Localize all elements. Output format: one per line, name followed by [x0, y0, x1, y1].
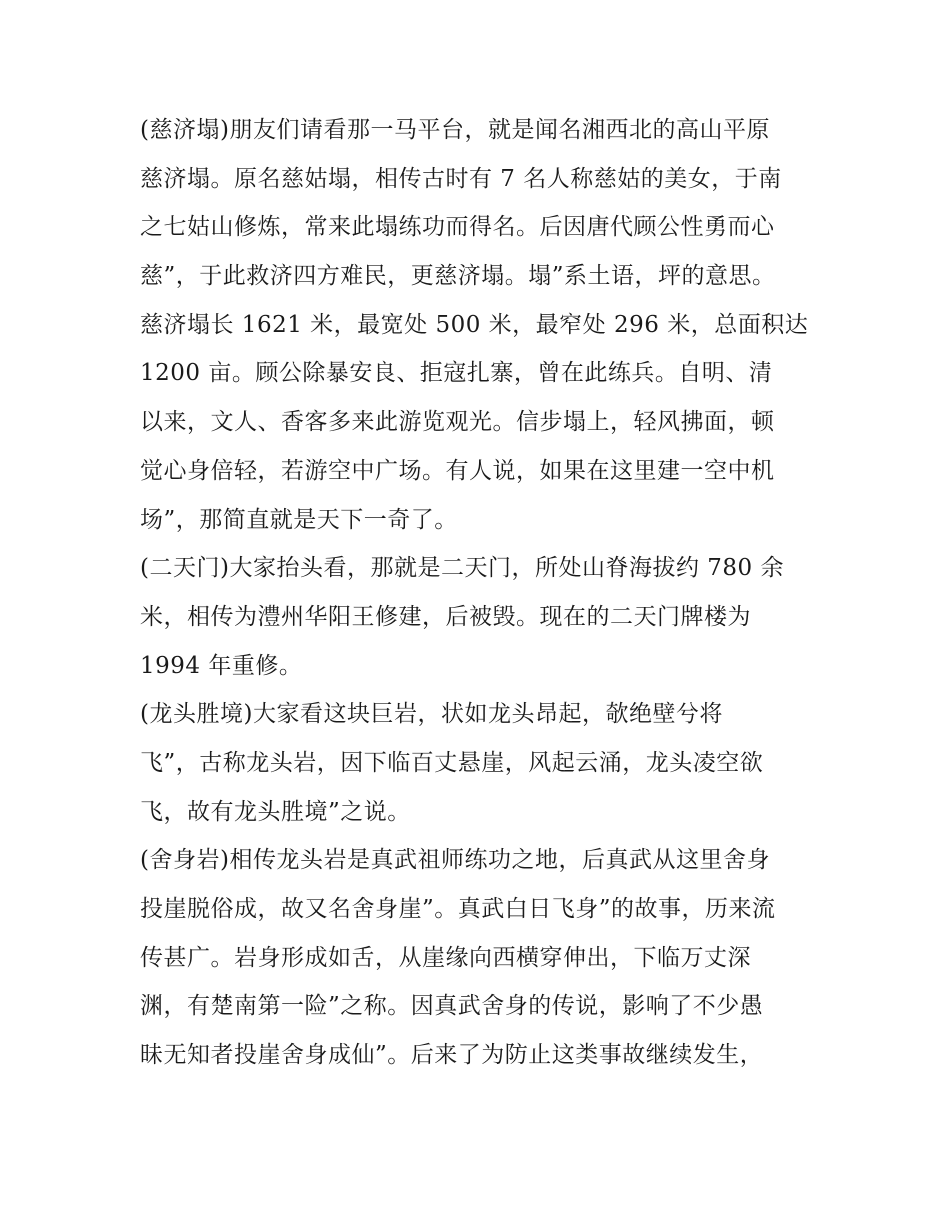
text-line: 慈济塌。原名慈姑塌，相传古时有 7 名人称慈姑的美女，于南: [140, 165, 782, 192]
text-line: 昧无知者投崖舍身成仙”。后来了为防止这类事故继续发生，: [140, 1042, 764, 1069]
text-line: 以来，文人、香客多来此游览观光。信步塌上，轻风拂面，顿: [140, 409, 775, 436]
text-line: 渊，有楚南第一险”之称。因真武舍身的传说，影响了不少愚: [140, 993, 764, 1020]
text-line: 觉心身倍轻，若游空中广场。有人说，如果在这里建一空中机: [140, 457, 775, 484]
text-line: 慈”，于此救济四方难民，更慈济塌。塌”系土语，坪的意思。: [140, 263, 776, 290]
text-line: (舍身岩)相传龙头岩是真武祖师练功之地，后真武从这里舍身: [140, 847, 770, 874]
text-line: 之七姑山修炼，常来此塌练功而得名。后因唐代顾公性勇而心: [140, 214, 775, 241]
text-line: 场”，那简直就是天下一奇了。: [140, 506, 458, 533]
text-line: 1200 亩。顾公除暴安良、拒寇扎寨，曾在此练兵。自明、清: [140, 360, 773, 387]
text-line: 传甚广。岩身形成如舌，从崖缘向西横穿伸出，下临万丈深: [140, 944, 751, 971]
text-line: 投崖脱俗成，故又名舍身崖”。真武白日飞身”的故事，历来流: [140, 896, 776, 922]
text-line: 飞”，古称龙头岩，因下临百丈悬崖，风起云涌，龙头凌空欲: [140, 749, 764, 776]
body-text: [140, 106, 820, 1080]
text-line: 1994 年重修。: [140, 652, 303, 679]
text-line: (二天门)大家抬头看，那就是二天门，所处山脊海拔约 780 余: [140, 555, 784, 582]
text-line: (慈济塌)朋友们请看那一马平台，就是闻名湘西北的高山平原: [140, 117, 770, 143]
text-line: (龙头胜境)大家看这块巨岩，状如龙头昂起，欹绝壁兮将: [140, 701, 723, 728]
text-line: 飞，故有龙头胜境”之说。: [140, 798, 411, 825]
text-line: 慈济塌长 1621 米，最宽处 500 米，最窄处 296 米，总面积达: [140, 311, 809, 338]
text-line: 米，相传为澧州华阳王修建，后被毁。现在的二天门牌楼为: [140, 603, 751, 630]
